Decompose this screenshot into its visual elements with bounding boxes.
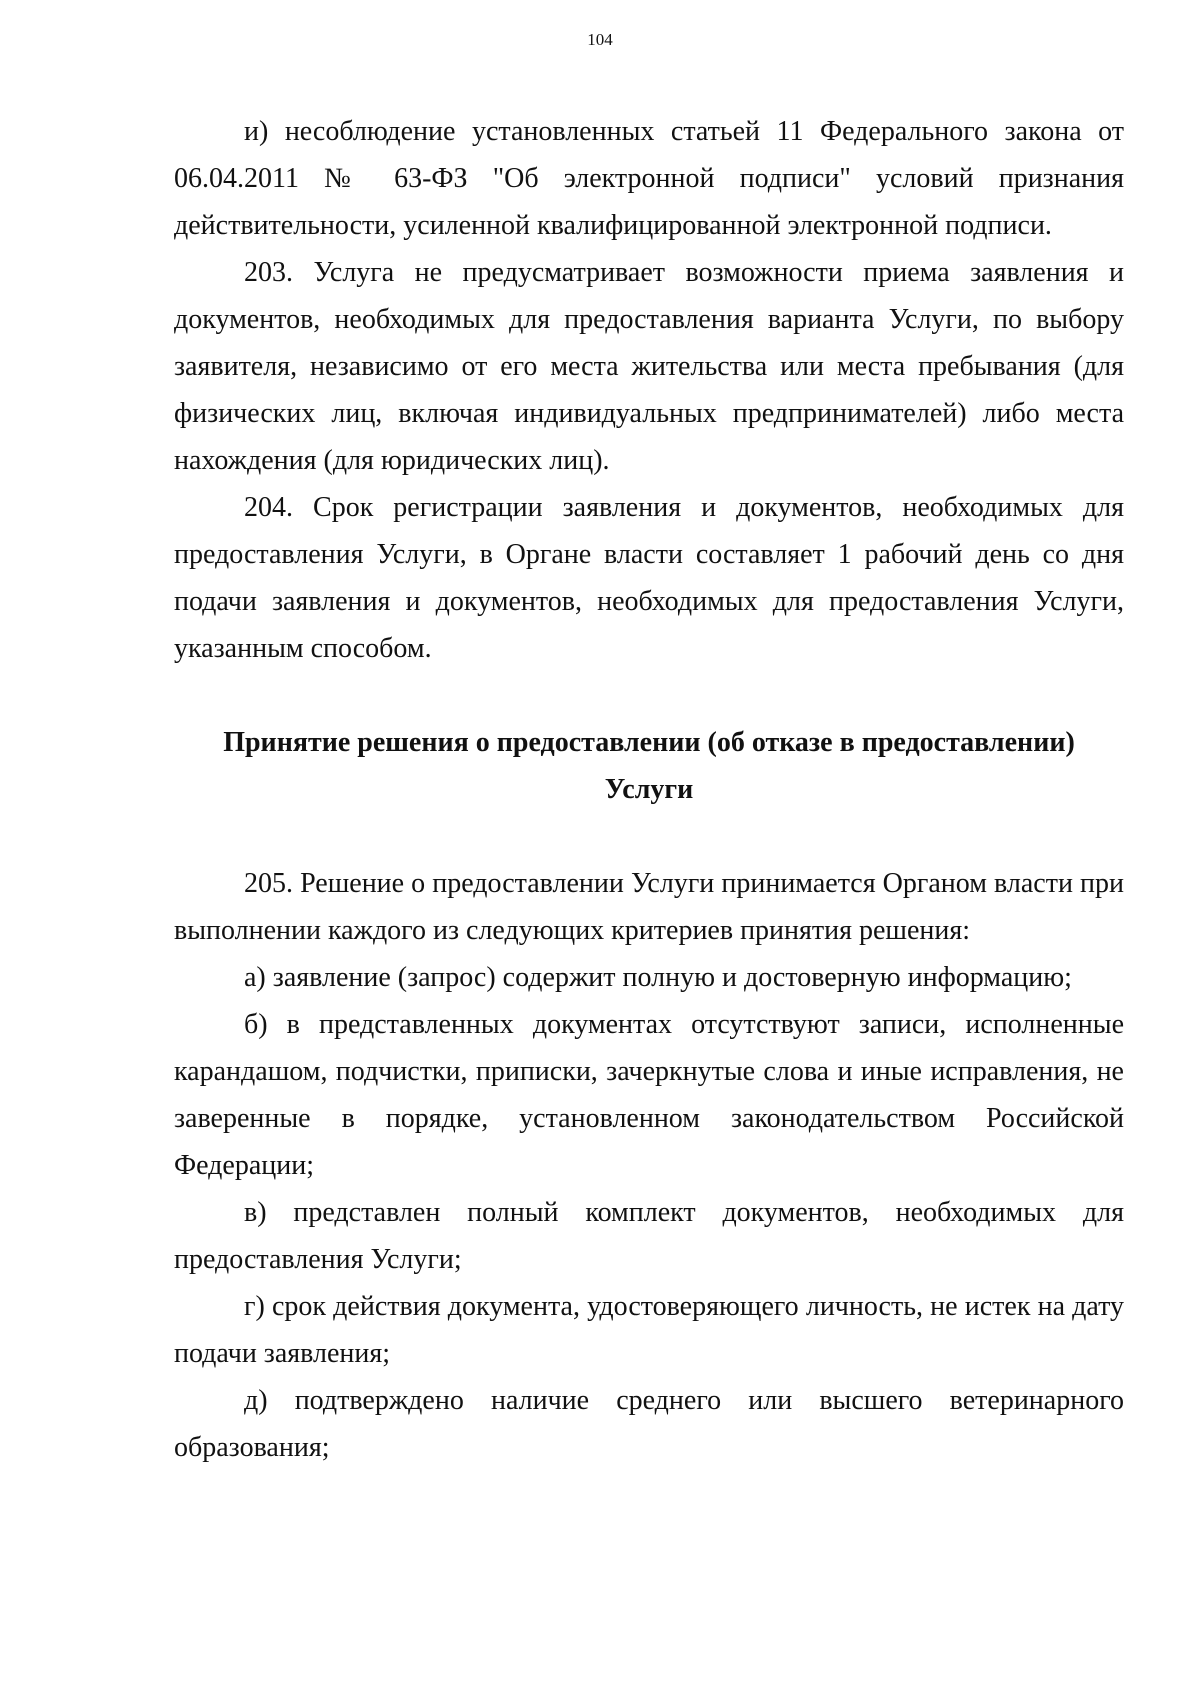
section-heading-line-2: Услуги <box>604 774 694 805</box>
page-number: 104 <box>587 30 613 49</box>
criterion-v: в) представлен полный комплект документов, необходимых для предоставления Услуги; <box>174 1197 1124 1275</box>
section-heading <box>174 719 1124 813</box>
criterion-b: б) в представленных документах отсутствуют записи, исполненные карандашом, подчистки, приписки, зачеркнутые слова и иные исправления, не заверенные в порядке, установленном законодательством Российской Федерации; <box>174 1009 1124 1181</box>
section-heading-line-1: Принятие решения о предоставлении (об отказе в предоставлении) <box>223 727 1075 758</box>
document-body <box>174 108 1124 1471</box>
paragraph-203: 203. Услуга не предусматривает возможности приема заявления и документов, необходимых для предоставления варианта Услуги, по выбору заявителя, независимо от его места жительства или места пребывания (для физических лиц, включая индивидуальных предпринимателей) либо места нахождения (для юридических лиц). <box>174 257 1124 476</box>
paragraph-205: 205. Решение о предоставлении Услуги принимается Органом власти при выполнении каждого из следующих критериев принятия решения: <box>174 868 1124 946</box>
paragraph-204: 204. Срок регистрации заявления и документов, необходимых для предоставления Услуги, в Органе власти составляет 1 рабочий день со дня подачи заявления и документов, необходимых для предоставления Услуги, указанным способом. <box>174 492 1124 664</box>
criterion-d: д) подтверждено наличие среднего или высшего ветеринарного образования; <box>174 1385 1124 1463</box>
criterion-g: г) срок действия документа, удостоверяющего личность, не истек на дату подачи заявления; <box>174 1291 1124 1369</box>
paragraph-item-i: и) несоблюдение установленных статьей 11 Федерального закона от 06.04.2011 № 63-ФЗ "Об электронной подписи" условий признания действительности, усиленной квалифицированной электронной подписи. <box>174 116 1124 241</box>
criterion-a: а) заявление (запрос) содержит полную и достоверную информацию; <box>244 962 1072 993</box>
